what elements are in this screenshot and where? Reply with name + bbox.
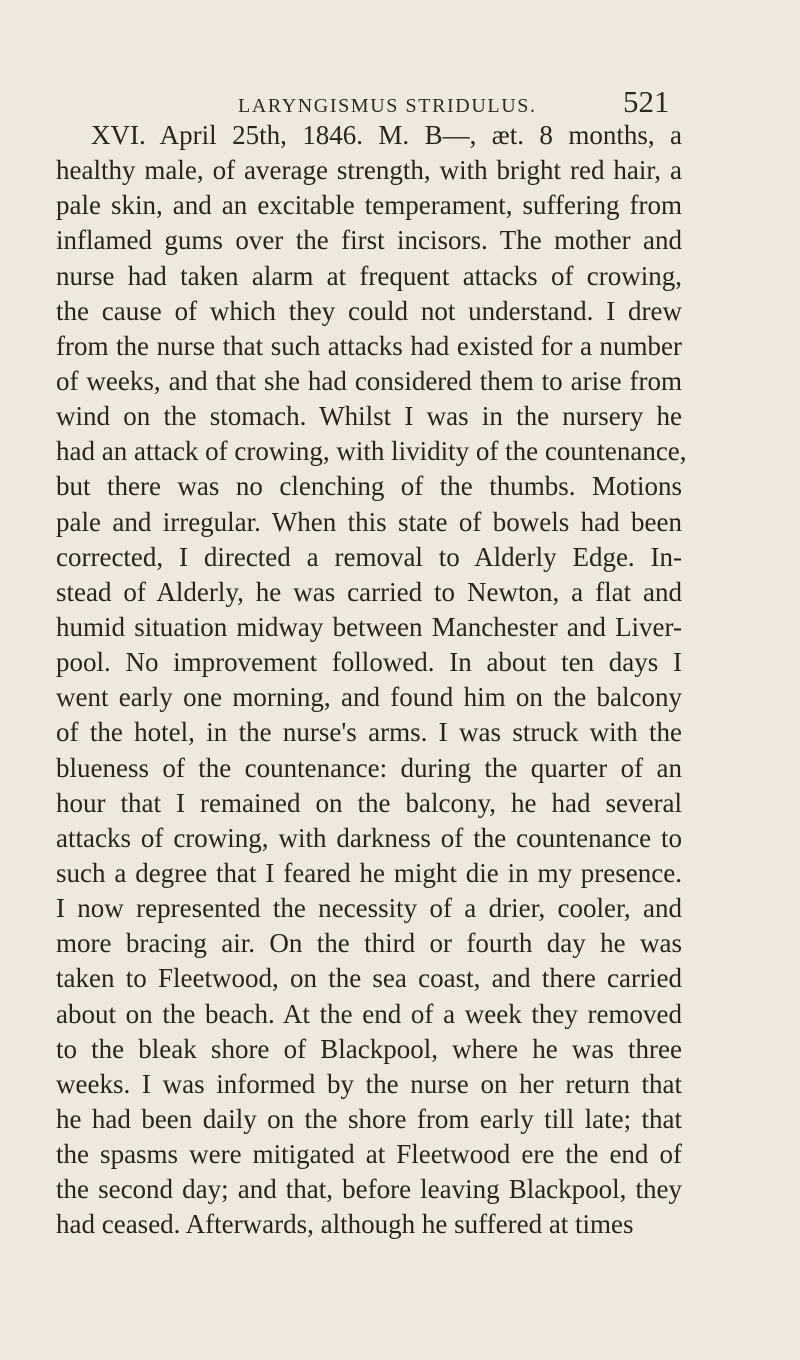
text-line: he had been daily on the shore from early till late; that (56, 1103, 682, 1134)
text-line: of the hotel, in the nurse's arms. I was struck with the (56, 717, 682, 748)
text-line: such a degree that I feared he might die in my presence. (56, 857, 682, 888)
text-line: taken to Fleetwood, on the sea coast, and there carried (56, 963, 682, 994)
text-line: but there was no clenching of the thumbs. Motions (56, 471, 682, 502)
text-line: more bracing air. On the third or fourth day he was (56, 928, 682, 959)
text-line: had ceased. Afterwards, although he suffered at times (56, 1209, 634, 1240)
text-line: wind on the stomach. Whilst I was in the nursery he (56, 401, 682, 432)
text-line: about on the beach. At the end of a week they removed (56, 998, 682, 1029)
text-line: pale skin, and an excitable temperament, suffering from (56, 190, 682, 221)
text-line: corrected, I directed a removal to Alderly Edge. In- (56, 541, 682, 572)
text-line: attacks of crowing, with darkness of the countenance to (56, 822, 682, 853)
text-line: healthy male, of average strength, with bright red hair, a (56, 155, 682, 186)
body-text (56, 118, 687, 1243)
text-line: weeks. I was informed by the nurse on her return that (56, 1068, 682, 1099)
page-number: 521 (623, 84, 670, 119)
text-line: I now represented the necessity of a drier, cooler, and (56, 893, 682, 924)
text-line: blueness of the countenance: during the quarter of an (56, 752, 682, 783)
running-title: LARYNGISMUS STRIDULUS. (238, 95, 537, 117)
text-line: inflamed gums over the first incisors. The mother and (56, 225, 682, 256)
text-line: had an attack of crowing, with lividity of the countenance, (56, 436, 687, 467)
text-line: pool. No improvement followed. In about ten days I (56, 647, 682, 678)
text-line: the second day; and that, before leaving Blackpool, they (56, 1174, 682, 1205)
text-line: pale and irregular. When this state of bowels had been (56, 506, 682, 537)
text-line: hour that I remained on the balcony, he had several (56, 787, 682, 818)
text-line: from the nurse that such attacks had existed for a number (56, 330, 682, 361)
text-line: humid situation midway between Manchester and Liver- (56, 611, 682, 642)
text-line: the cause of which they could not understand. I drew (56, 295, 682, 326)
text-line: of weeks, and that she had considered them to arise from (56, 365, 682, 396)
text-line: the spasms were mitigated at Fleetwood ere the end of (56, 1139, 682, 1170)
text-line: went early one morning, and found him on the balcony (56, 682, 682, 713)
text-line: XVI. April 25th, 1846. M. B—, æt. 8 months, a (91, 120, 682, 150)
text-line: nurse had taken alarm at frequent attacks of crowing, (56, 260, 682, 291)
text-line: stead of Alderly, he was carried to Newton, a flat and (56, 576, 682, 607)
text-line: to the bleak shore of Blackpool, where he was three (56, 1033, 682, 1064)
